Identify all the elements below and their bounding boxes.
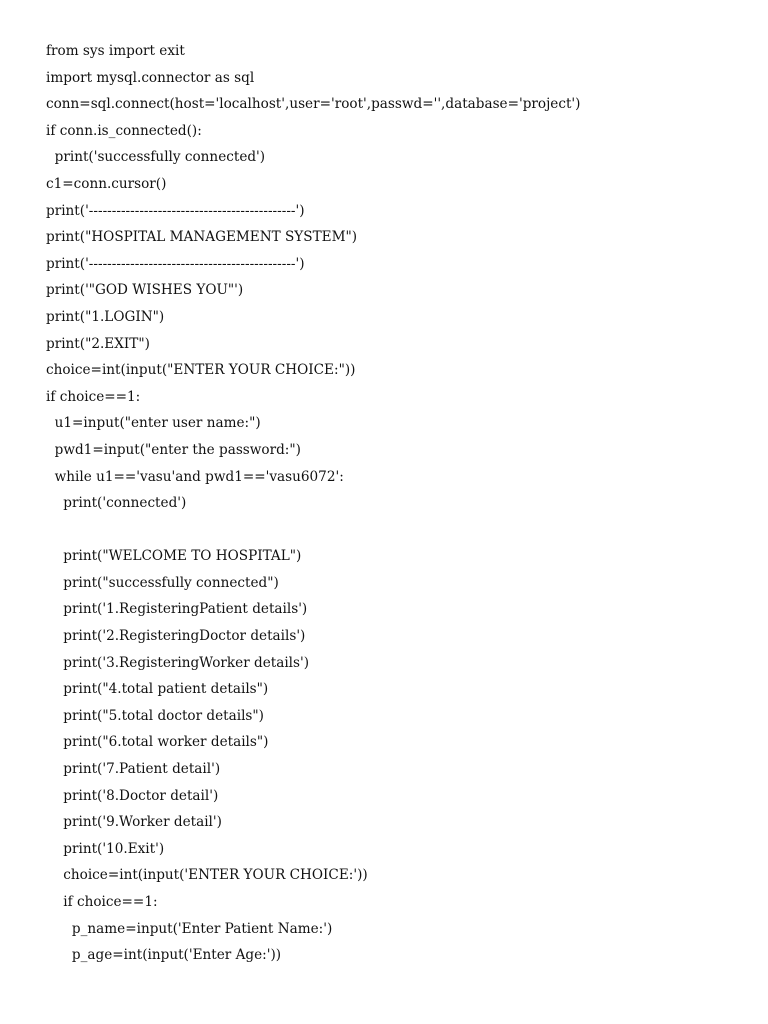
code-line: while u1=='vasu'and pwd1=='vasu6072':: [46, 468, 344, 485]
code-line: u1=input("enter user name:"): [46, 415, 261, 432]
code-line: choice=int(input("ENTER YOUR CHOICE:")): [46, 362, 356, 379]
code-line: print('8.Doctor detail'): [46, 787, 219, 804]
code-line: conn=sql.connect(host='localhost',user='root',passwd='',database='project'): [46, 96, 581, 113]
code-listing: [46, 38, 746, 969]
code-line: print('connected'): [46, 495, 187, 512]
code-line: print("successfully connected"): [46, 574, 279, 591]
code-line: import mysql.connector as sql: [46, 69, 255, 86]
code-line: if choice==1:: [46, 894, 158, 910]
code-line: print('successfully connected'): [46, 149, 266, 166]
code-line: print('3.RegisteringWorker details'): [46, 654, 310, 671]
code-line: if choice==1:: [46, 388, 141, 405]
code-line: p_age=int(input('Enter Age:')): [46, 947, 282, 964]
code-line: c1=conn.cursor(): [46, 175, 167, 192]
code-line: from sys import exit: [46, 43, 185, 59]
code-line: print("4.total patient details"): [46, 681, 269, 698]
code-line: print('9.Worker detail'): [46, 814, 222, 831]
code-line: print("1.LOGIN"): [46, 308, 165, 325]
code-line: print('---------------------------------------------'): [46, 202, 305, 219]
code-line: print("WELCOME TO HOSPITAL"): [46, 548, 302, 565]
code-line: print("HOSPITAL MANAGEMENT SYSTEM"): [46, 229, 358, 246]
code-line: print('7.Patient detail'): [46, 761, 221, 778]
code-line: print("5.total doctor details"): [46, 707, 264, 724]
code-line: print('1.RegisteringPatient details'): [46, 601, 308, 618]
code-line: print("2.EXIT"): [46, 335, 150, 352]
code-line: if conn.is_connected():: [46, 122, 202, 139]
code-line: p_name=input('Enter Patient Name:'): [46, 920, 333, 937]
code-line: pwd1=input("enter the password:"): [46, 441, 301, 458]
code-line: print('"GOD WISHES YOU"'): [46, 282, 244, 299]
code-line: print('10.Exit'): [46, 840, 165, 857]
code-line: print('2.RegisteringDoctor details'): [46, 628, 306, 645]
code-line: choice=int(input('ENTER YOUR CHOICE:')): [46, 867, 368, 884]
code-line: print('---------------------------------------------'): [46, 255, 305, 272]
code-line: print("6.total worker details"): [46, 734, 269, 751]
code-line: [46, 517, 746, 544]
